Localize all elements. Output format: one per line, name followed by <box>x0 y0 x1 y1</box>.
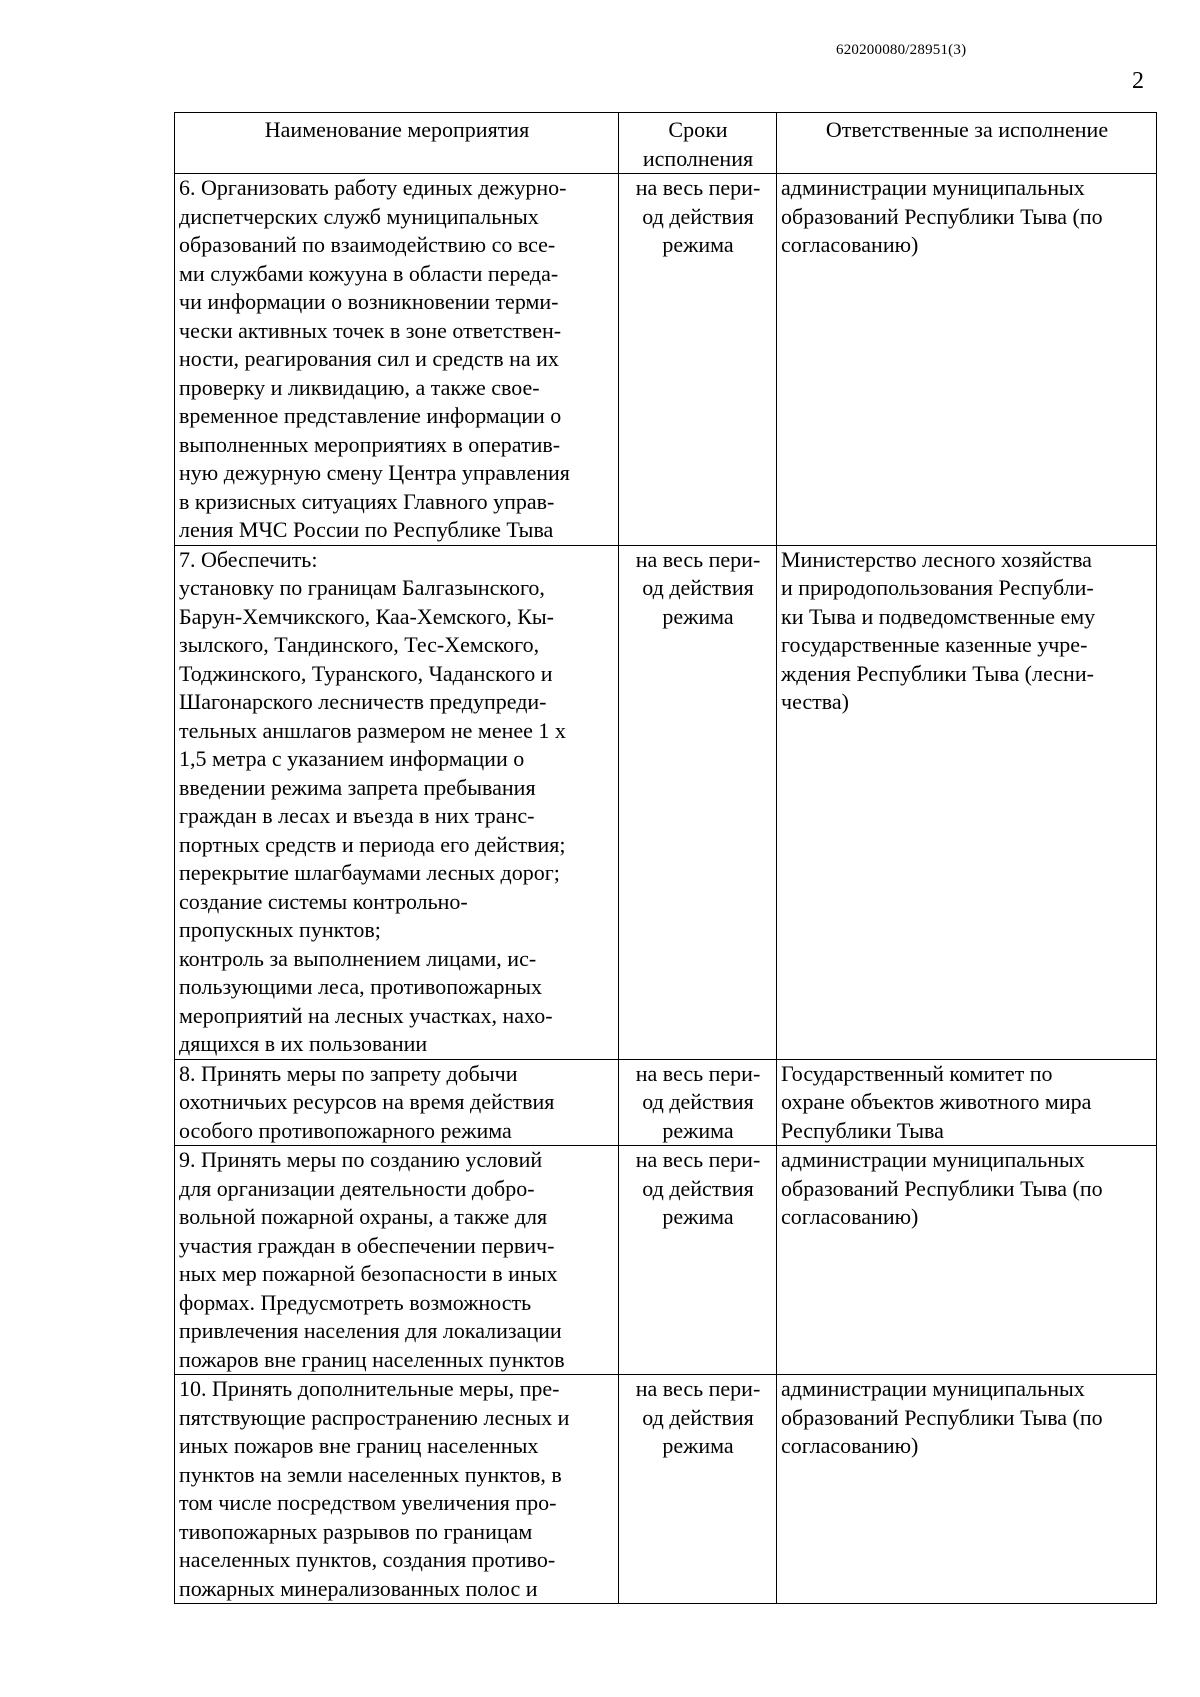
document-code: 620200080/28951(3) <box>836 42 967 58</box>
cell-text-line: выполненных мероприятиях в оператив- <box>179 431 561 457</box>
page-number: 2 <box>1132 68 1144 94</box>
column-header-term: Сроки исполнения <box>619 113 777 174</box>
cell-text-line: ления МЧС России по Республике Тыва <box>179 517 554 542</box>
cell-text-line: пятствующие распространению лесных и <box>179 1404 570 1430</box>
cell-text-line: на весь пери- <box>635 1376 761 1401</box>
cell-text-line: ки Тыва и подведомственные ему <box>781 603 1096 629</box>
cell-text-line: 8. Принять меры по запрету добычи <box>179 1060 518 1086</box>
cell-text-line: тивопожарных разрывов по границам <box>179 1518 533 1544</box>
cell-text-line: ности, реагирования сил и средств на их <box>179 346 559 371</box>
cell-text-line: образований Республики Тыва (по <box>781 1404 1103 1430</box>
cell-text-line: ждения Республики Тыва (лесни- <box>781 660 1094 686</box>
responsible-cell <box>777 1059 1157 1146</box>
cell-text-line: образований Республики Тыва (по <box>781 1175 1103 1201</box>
cell-text-line: од действия <box>642 1404 754 1430</box>
cell-text-line: временное представление информации о <box>179 403 562 428</box>
cell-text-line: проверку и ликвидацию, а также свое- <box>179 374 540 400</box>
term-cell <box>619 1146 777 1375</box>
cell-text-line: од действия <box>642 203 754 229</box>
cell-text-line: Министерство лесного хозяйства <box>781 546 1092 572</box>
table-row <box>175 1059 1157 1146</box>
cell-text-line: чески активных точек в зоне ответствен- <box>179 317 562 343</box>
table-row <box>175 174 1157 546</box>
cell-text-line: на весь пери- <box>635 1060 761 1086</box>
cell-text-line: привлечения населения для локализации <box>179 1318 562 1343</box>
cell-text-line: ми службами кожууна в области переда- <box>179 260 559 286</box>
cell-text-line: од действия <box>642 1089 754 1114</box>
cell-text-line: пунктов на земли населенных пунктов, в <box>179 1461 562 1487</box>
responsible-cell <box>777 1375 1157 1604</box>
table-row <box>175 1375 1157 1604</box>
responsible-cell <box>777 174 1157 546</box>
cell-text-line: пропускных пунктов; <box>179 917 381 942</box>
cell-text-line: контроль за выполнением лицами, ис- <box>179 945 537 971</box>
cell-text-line: на весь пери- <box>635 1147 761 1172</box>
cell-text-line: иных пожаров вне границ населенных <box>179 1433 539 1458</box>
cell-text-line: режима <box>662 1433 734 1458</box>
cell-text-line: режима <box>662 1204 734 1229</box>
cell-text-line: администрации муниципальных <box>781 1147 1085 1172</box>
measure-cell <box>175 1146 619 1375</box>
cell-text-line: и природопользования Республи- <box>781 575 1094 600</box>
cell-text-line: согласованию) <box>781 1433 919 1458</box>
cell-text-line: тельных аншлагов размером не менее 1 х <box>179 717 566 743</box>
cell-text-line: Государственный комитет по <box>781 1060 1053 1086</box>
cell-text-line: на весь пери- <box>635 175 761 200</box>
cell-text-line: для организации деятельности добро- <box>179 1175 535 1201</box>
term-cell <box>619 1375 777 1604</box>
cell-text-line: образований по взаимодействию со все- <box>179 232 556 257</box>
cell-text-line: 6. Организовать работу единых дежурно- <box>179 175 567 200</box>
cell-text-line: мероприятий на лесных участках, нахо- <box>179 1002 553 1028</box>
cell-text-line: особого противопожарного режима <box>179 1117 512 1143</box>
cell-text-line: Барун-Хемчикского, Каа-Хемского, Кы- <box>179 603 554 629</box>
cell-text-line: режима <box>662 603 734 629</box>
cell-text-line: режима <box>662 1117 734 1143</box>
cell-text-line: чи информации о возникновении терми- <box>179 289 559 314</box>
cell-text-line: охотничьих ресурсов на время действия <box>179 1089 555 1114</box>
column-header-measure: Наименование мероприятия <box>175 113 619 174</box>
cell-text-line: 9. Принять меры по созданию условий <box>179 1147 543 1172</box>
measure-cell <box>175 1375 619 1604</box>
cell-text-line: администрации муниципальных <box>781 175 1085 200</box>
cell-text-line: образований Республики Тыва (по <box>781 203 1103 229</box>
cell-text-line: государственные казенные учре- <box>781 632 1088 657</box>
cell-text-line: создание системы контрольно- <box>179 888 468 914</box>
cell-text-line: на весь пери- <box>635 546 761 572</box>
cell-text-line: од действия <box>642 1175 754 1201</box>
cell-text-line: том числе посредством увеличения про- <box>179 1490 557 1515</box>
measure-cell <box>175 545 619 1059</box>
cell-text-line: 10. Принять дополнительные меры, пре- <box>179 1376 560 1401</box>
cell-text-line: дящихся в их пользовании <box>179 1031 428 1056</box>
cell-text-line: администрации муниципальных <box>781 1376 1085 1401</box>
cell-text-line: участия граждан в обеспечении первич- <box>179 1232 555 1258</box>
cell-text-line: вольной пожарной охраны, а также для <box>179 1204 548 1229</box>
term-cell <box>619 174 777 546</box>
cell-text-line: формах. Предусмотреть возможность <box>179 1289 532 1315</box>
cell-text-line: перекрытие шлагбаумами лесных дорог; <box>179 860 560 885</box>
cell-text-line: портных средств и периода его действия; <box>179 831 566 857</box>
cell-text-line: диспетчерских служб муниципальных <box>179 203 539 229</box>
cell-text-line: установку по границам Балгазынского, <box>179 575 545 600</box>
measure-cell <box>175 1059 619 1146</box>
column-header-responsible: Ответственные за исполнение <box>777 113 1157 174</box>
cell-text-line: зылского, Тандинского, Тес-Хемского, <box>179 632 540 657</box>
cell-text-line: пользующими леса, противопожарных <box>179 974 543 999</box>
cell-text-line: граждан в лесах и въезда в них транс- <box>179 803 535 828</box>
table-row <box>175 545 1157 1059</box>
responsible-cell <box>777 1146 1157 1375</box>
cell-text-line: населенных пунктов, создания противо- <box>179 1547 556 1572</box>
cell-text-line: Шагонарского лесничеств предупреди- <box>179 689 547 714</box>
cell-text-line: пожарных минерализованных полос и <box>179 1575 538 1601</box>
cell-text-line: Республики Тыва <box>781 1117 944 1143</box>
cell-text-line: Тоджинского, Туранского, Чаданского и <box>179 660 553 686</box>
table-row <box>175 1146 1157 1375</box>
cell-text-line: охране объектов животного мира <box>781 1089 1092 1114</box>
cell-text-line: ную дежурную смену Центра управления <box>179 460 570 485</box>
cell-text-line: согласованию) <box>781 232 919 257</box>
cell-text-line: пожаров вне границ населенных пунктов <box>179 1346 565 1372</box>
cell-text-line: режима <box>662 232 734 257</box>
cell-text-line: ных мер пожарной безопасности в иных <box>179 1261 558 1286</box>
cell-text-line: 7. Обеспечить: <box>179 546 318 572</box>
cell-text-line: введении режима запрета пребывания <box>179 774 536 800</box>
responsible-cell <box>777 545 1157 1059</box>
table-header-row <box>175 113 1157 174</box>
cell-text-line: в кризисных ситуациях Главного управ- <box>179 488 555 514</box>
measures-table <box>174 112 1157 1604</box>
term-cell <box>619 1059 777 1146</box>
cell-text-line: 1,5 метра с указанием информации о <box>179 746 525 771</box>
measure-cell <box>175 174 619 546</box>
cell-text-line: согласованию) <box>781 1204 919 1229</box>
term-cell <box>619 545 777 1059</box>
cell-text-line: од действия <box>642 575 754 600</box>
cell-text-line: чества) <box>781 689 849 714</box>
